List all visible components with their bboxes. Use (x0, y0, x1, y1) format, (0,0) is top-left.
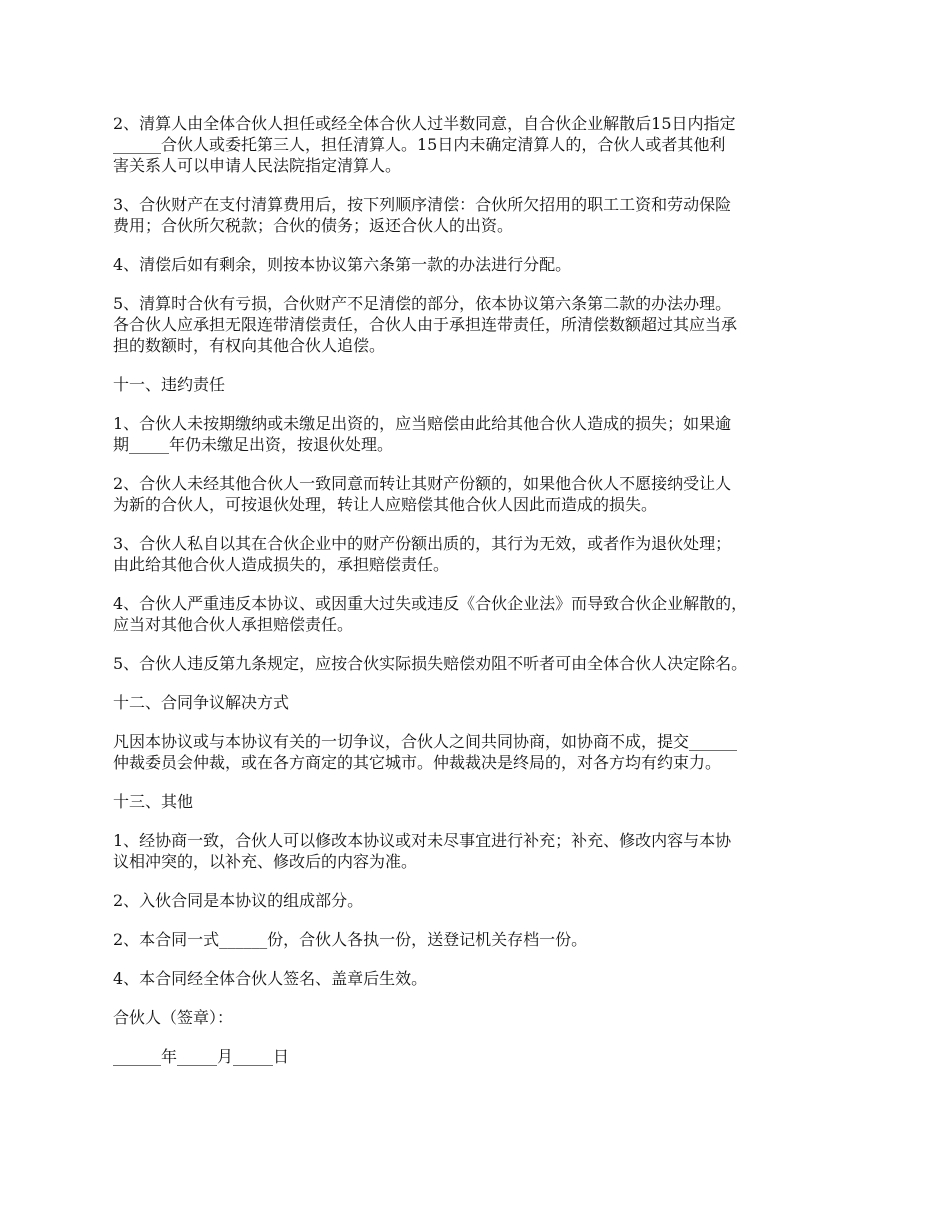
signature-label (113, 1007, 840, 1028)
text-line: 各合伙人应承担无限连带清偿责任，合伙人由于承担连带责任，所清偿数额超过其应当承 (113, 315, 738, 334)
text-line: 合伙人（签章）： (113, 1008, 234, 1027)
text-line: 2、入伙合同是本协议的组成部分。 (113, 891, 364, 910)
text-line: 1、合伙人未按期缴纳或未缴足出资的，应当赔偿由此给其他合伙人造成的损失；如果逾 (113, 414, 732, 433)
text-line: 4、合伙人严重违反本协议、或因重大过失或违反《合伙企业法》而导致合伙企业解散的， (113, 594, 748, 613)
date-line (113, 1046, 840, 1067)
text-line: 费用；合伙所欠税款；合伙的债务；返还合伙人的出资。 (113, 216, 514, 235)
section-heading (113, 791, 840, 812)
clause-paragraph (113, 113, 840, 176)
text-line: 2、合伙人未经其他合伙人一致同意而转让其财产份额的，如果他合伙人不愿接纳受让人 (113, 474, 732, 493)
clause-paragraph (113, 413, 840, 455)
text-line: 3、合伙人私自以其在合伙企业中的财产份额出质的，其行为无效，或者作为退伙处理； (113, 534, 732, 553)
text-line: ______年_____月_____日 (113, 1047, 290, 1066)
clause-paragraph (113, 194, 840, 236)
clause-paragraph (113, 254, 840, 275)
text-line: 4、清偿后如有剩余，则按本协议第六条第一款的办法进行分配。 (113, 255, 572, 274)
clause-paragraph (113, 293, 840, 356)
text-line: 害关系人可以申请人民法院指定清算人。 (113, 156, 402, 175)
text-line: 担的数额时，有权向其他合伙人追偿。 (113, 336, 386, 355)
clause-paragraph (113, 929, 840, 950)
text-line: 为新的合伙人，可按退伙处理，转让人应赔偿其他合伙人因此而造成的损失。 (113, 495, 658, 514)
clause-paragraph (113, 890, 840, 911)
text-line: 2、本合同一式______份，合伙人各执一份，送登记机关存档一份。 (113, 930, 588, 949)
text-line: 由此给其他合伙人造成损失的，承担赔偿责任。 (113, 555, 450, 574)
clause-paragraph (113, 593, 840, 635)
heading-text: 十一、违约责任 (113, 375, 226, 394)
clause-paragraph (113, 968, 840, 989)
text-line: 1、经协商一致，合伙人可以修改本协议或对未尽事宜进行补充；补充、修改内容与本协 (113, 831, 732, 850)
text-line: 5、清算时合伙有亏损，合伙财产不足清偿的部分，依本协议第六条第二款的办法办理。 (113, 294, 732, 313)
text-line: 仲裁委员会仲裁，或在各方商定的其它城市。仲裁裁决是终局的，对各方均有约束力。 (113, 753, 722, 772)
clause-paragraph (113, 533, 840, 575)
text-line: 凡因本协议或与本协议有关的一切争议，合伙人之间共同协商，如协商不成，提交______ (113, 732, 738, 751)
text-line: 议相冲突的，以补充、修改后的内容为准。 (113, 852, 418, 871)
clause-paragraph (113, 830, 840, 872)
text-line: ______合伙人或委托第三人，担任清算人。15日内未确定清算人的，合伙人或者其他利 (113, 135, 726, 154)
text-line: 4、本合同经全体合伙人签名、盖章后生效。 (113, 969, 428, 988)
text-line: 2、清算人由全体合伙人担任或经全体合伙人过半数同意，自合伙企业解散后15日内指定 (113, 114, 736, 133)
document-body (113, 113, 840, 1085)
clause-paragraph (113, 731, 840, 773)
clause-paragraph (113, 473, 840, 515)
text-line: 5、合伙人违反第九条规定，应按合伙实际损失赔偿劝阻不听者可由全体合伙人决定除名。 (113, 654, 748, 673)
text-line: 应当对其他合伙人承担赔偿责任。 (113, 615, 354, 634)
section-heading (113, 692, 840, 713)
section-heading (113, 374, 840, 395)
text-line: 3、合伙财产在支付清算费用后，按下列顺序清偿：合伙所欠招用的职工工资和劳动保险 (113, 195, 732, 214)
clause-paragraph (113, 653, 840, 674)
text-line: 期_____年仍未缴足出资，按退伙处理。 (113, 435, 394, 454)
heading-text: 十二、合同争议解决方式 (113, 693, 290, 712)
heading-text: 十三、其他 (113, 792, 194, 811)
